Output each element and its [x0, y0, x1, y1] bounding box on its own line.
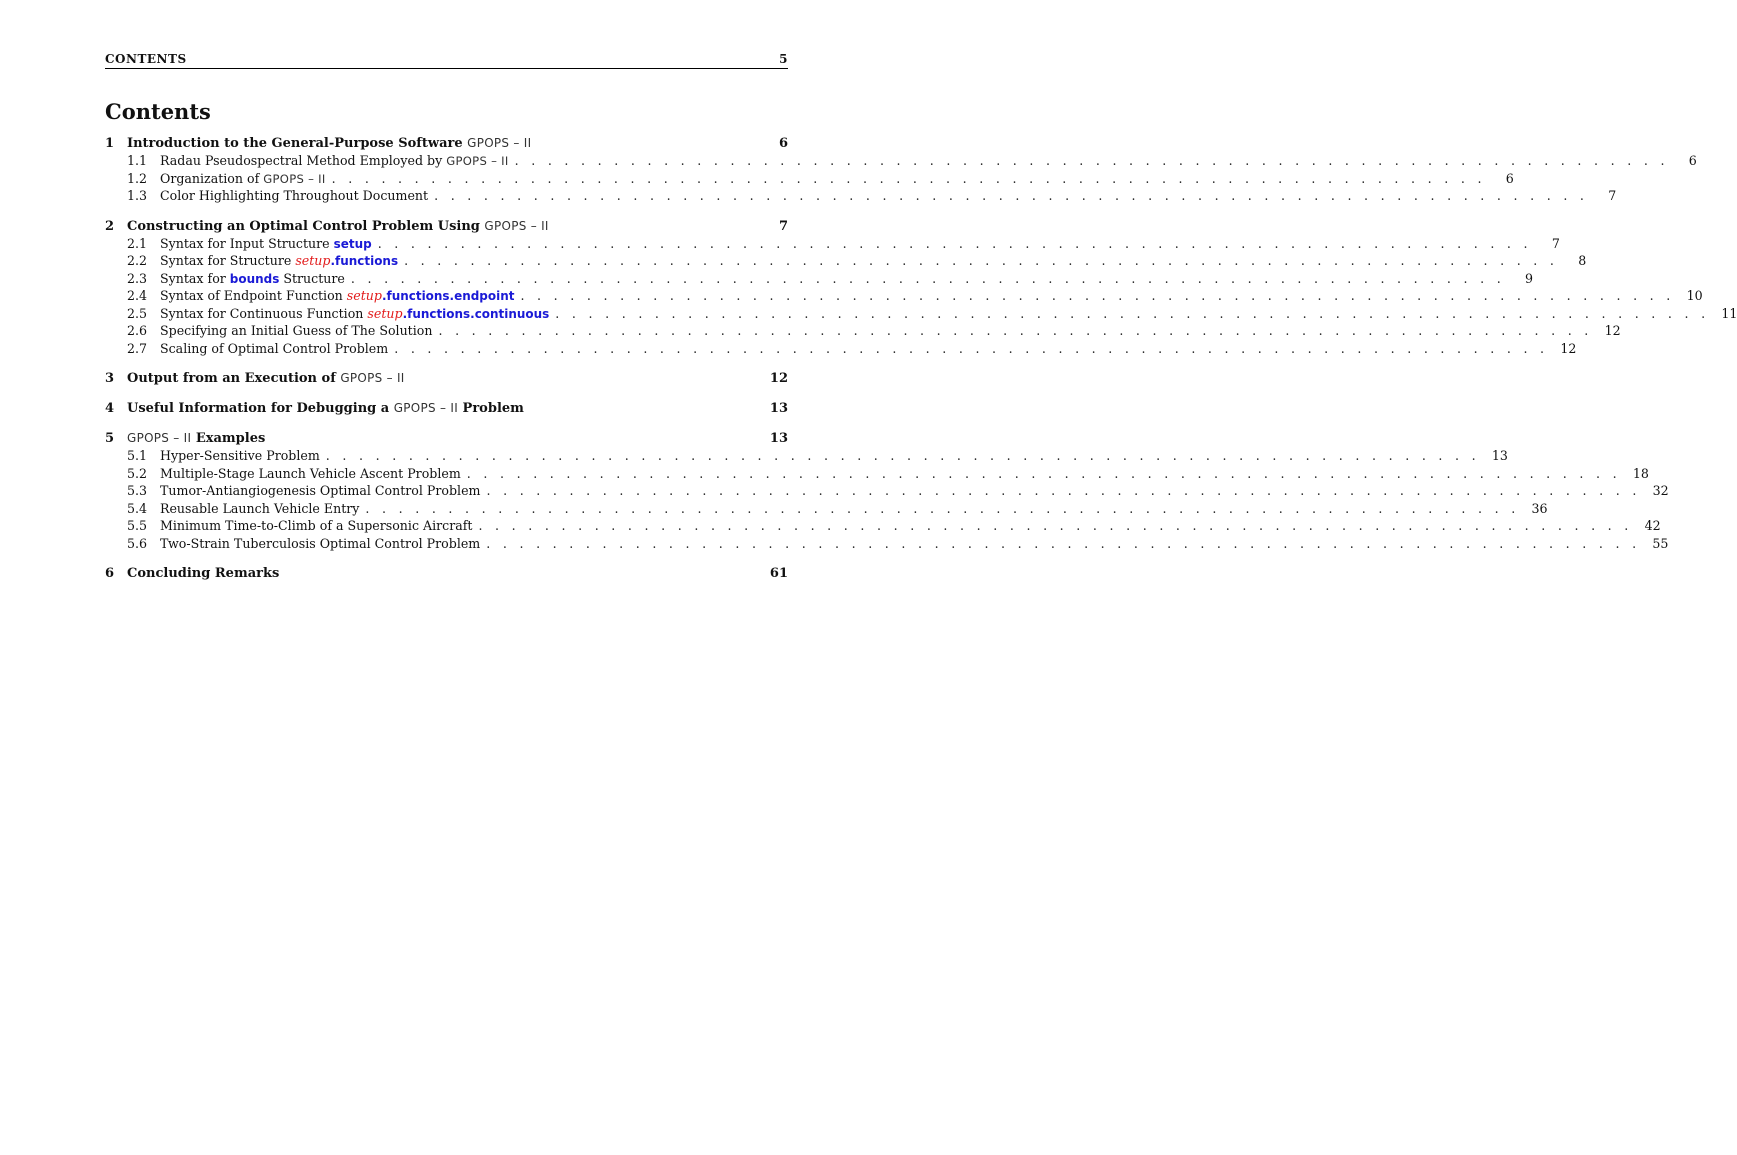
toc-section [105, 136, 1697, 206]
section-title-text: Output from an Execution of [127, 371, 341, 386]
dot-leader: . . . . . . . . . . . . . . . . . . . . . . . . . . . . . . . . . . . . . . . . . . . . . . . . . . . . . . . . . . . . . . . . . . . . . . [394, 340, 1549, 356]
section-number: 2 [105, 218, 115, 234]
subsection-title-text: Hyper-Sensitive Problem [160, 448, 320, 463]
section-page-number: 6 [778, 136, 788, 151]
section-title [127, 401, 770, 416]
subsection-page-number: 18 [1632, 465, 1649, 481]
section-title-text: Introduction to the General-Purpose Software [127, 136, 468, 151]
subsection-number: 5.6 [127, 535, 148, 551]
toc-section [105, 401, 788, 418]
highlight-blue-field: functions [407, 306, 471, 321]
subsection-entry[interactable] [105, 535, 1669, 554]
subsection-title [160, 236, 372, 251]
field-separator: . [402, 306, 408, 321]
subsection-number: 2.7 [127, 340, 148, 356]
subsection-page-number: 12 [1604, 323, 1621, 338]
subsection-entry[interactable] [105, 153, 1697, 171]
dot-leader: . . . . . . . . . . . . . . . . . . . . . . . . . . . . . . . . . . . . . . . . . . . . . . . . . . . . . . . . . . . . . . . . . . . . . . [404, 253, 1559, 268]
subsection-entry[interactable] [105, 188, 1617, 206]
subsection-entry[interactable] [105, 170, 1514, 189]
section-number: 5 [105, 431, 115, 446]
subsection-number: 1.3 [127, 188, 148, 203]
software-name: GPOPS – II [446, 154, 509, 168]
section-page-number: 61 [769, 566, 788, 581]
subsection-title-text: Reusable Launch Vehicle Entry [160, 500, 360, 516]
dot-leader: . . . . . . . . . . . . . . . . . . . . . . . . . . . . . . . . . . . . . . . . . . . . . . . . . . . . . . . . . . . . . . . . . . . . . . [466, 465, 1621, 481]
dot-leader: . . . . . . . . . . . . . . . . . . . . . . . . . . . . . . . . . . . . . . . . . . . . . . . . . . . . . . . . . . . . . . . . . . . . . . [325, 448, 1480, 463]
running-header [105, 52, 788, 69]
dot-leader: . . . . . . . . . . . . . . . . . . . . . . . . . . . . . . . . . . . . . . . . . . . . . . . . . . . . . . . . . . . . . . . . . . . . . . [514, 153, 1669, 168]
subsection-entry[interactable] [105, 270, 1534, 289]
highlight-blue-field: setup [333, 236, 372, 251]
section-title-text: Problem [458, 401, 524, 416]
section-entry[interactable] [105, 431, 788, 448]
subsection-page-number: 42 [1644, 518, 1661, 533]
subsection-page-number: 11 [1721, 305, 1737, 321]
subsection-page-number: 7 [1551, 235, 1560, 251]
toc-section [105, 371, 788, 388]
subsection-title [160, 448, 320, 463]
section-entry[interactable] [105, 136, 788, 153]
subsection-number: 5.5 [127, 518, 148, 533]
document-page [105, 52, 1737, 596]
subsection-page-number: 6 [1688, 153, 1697, 168]
dot-leader: . . . . . . . . . . . . . . . . . . . . . . . . . . . . . . . . . . . . . . . . . . . . . . . . . . . . . . . . . . . . . . . . . . . . . . [555, 305, 1710, 321]
section-number: 6 [105, 566, 115, 581]
highlight-blue-field: functions [335, 254, 399, 268]
subsection-entry[interactable] [105, 465, 1649, 484]
subsection-page-number: 7 [1608, 188, 1617, 203]
section-page-number: 12 [769, 371, 788, 386]
dot-leader: . . . . . . . . . . . . . . . . . . . . . . . . . . . . . . . . . . . . . . . . . . . . . . . . . . . . . . . . . . . . . . . . . . . . . . [486, 483, 1641, 498]
header-page-number: 5 [779, 52, 788, 66]
subsection-title [160, 271, 345, 286]
subsection-title-text: Scaling of Optimal Control Problem [160, 340, 389, 356]
highlight-blue-field: continuous [474, 306, 550, 321]
subsection-title-text: Syntax for Structure [160, 253, 296, 268]
subsection-page-number: 12 [1560, 340, 1577, 356]
software-name: GPOPS – II [340, 371, 405, 385]
subsection-entry[interactable] [105, 323, 1621, 341]
highlight-blue-field: endpoint [454, 289, 515, 303]
section-number: 4 [105, 401, 115, 416]
subsection-title [160, 188, 428, 203]
subsection-page-number: 55 [1652, 535, 1669, 551]
subsection-page-number: 36 [1531, 500, 1548, 516]
subsection-entry[interactable] [105, 340, 1577, 359]
toc-section [105, 566, 788, 583]
subsection-number: 5.1 [127, 448, 148, 463]
subsection-number: 2.3 [127, 270, 148, 286]
section-page-number: 7 [778, 218, 788, 234]
section-title-text: Constructing an Optimal Control Problem Using [127, 218, 485, 234]
field-separator: . [381, 289, 387, 303]
software-name: GPOPS – II [393, 401, 459, 415]
contents-title: Contents [105, 99, 211, 124]
subsection-number: 5.3 [127, 483, 148, 498]
subsection-page-number: 9 [1525, 270, 1534, 286]
subsection-number: 2.5 [127, 305, 148, 321]
toc-section [105, 431, 1669, 553]
section-title-text: Concluding Remarks [127, 566, 280, 581]
subsection-title [160, 466, 461, 481]
highlight-blue-field: bounds [229, 271, 280, 286]
subsection-entry[interactable] [105, 483, 1669, 501]
section-title-text: Examples [191, 431, 266, 446]
field-separator: . [330, 254, 336, 268]
subsection-title-text: Syntax for Input Structure [160, 235, 334, 251]
subsection-title-text: Syntax for [160, 270, 230, 286]
section-entry[interactable] [105, 401, 788, 418]
subsection-title-text: Syntax of Endpoint Function [160, 288, 347, 303]
highlight-red-setup: setup [295, 253, 331, 268]
subsection-title-text: Organization of [160, 170, 264, 186]
subsection-title [160, 323, 432, 338]
dot-leader: . . . . . . . . . . . . . . . . . . . . . . . . . . . . . . . . . . . . . . . . . . . . . . . . . . . . . . . . . . . . . . . . . . . . . . [350, 270, 1506, 286]
section-title [127, 431, 770, 446]
subsection-title [160, 483, 480, 498]
section-entry[interactable] [105, 371, 788, 388]
dot-leader: . . . . . . . . . . . . . . . . . . . . . . . . . . . . . . . . . . . . . . . . . . . . . . . . . . . . . . . . . . . . . . . . . . . . . . [520, 288, 1675, 303]
dot-leader: . . . . . . . . . . . . . . . . . . . . . . . . . . . . . . . . . . . . . . . . . . . . . . . . . . . . . . . . . . . . . . . . . . . . . . [365, 500, 1520, 516]
subsection-title-text: Structure [279, 270, 345, 286]
subsection-title-text: Color Highlighting Throughout Document [160, 188, 429, 203]
subsection-number: 5.2 [127, 465, 148, 481]
dot-leader: . . . . . . . . . . . . . . . . . . . . . . . . . . . . . . . . . . . . . . . . . . . . . . . . . . . . . . . . . . . . . . . . . . . . . . [434, 188, 1589, 203]
subsection-number: 1.2 [127, 170, 148, 186]
subsection-title [160, 518, 472, 533]
software-name: GPOPS – II [127, 431, 192, 445]
subsection-page-number: 10 [1686, 288, 1703, 303]
section-title [127, 566, 770, 581]
subsection-title [160, 288, 514, 303]
subsection-title [160, 306, 549, 321]
subsection-page-number: 8 [1578, 253, 1587, 268]
section-title-text: Useful Information for Debugging a [127, 401, 394, 416]
section-number: 1 [105, 136, 115, 151]
subsection-title [160, 501, 359, 516]
subsection-entry[interactable] [105, 253, 1587, 271]
dot-leader: . . . . . . . . . . . . . . . . . . . . . . . . . . . . . . . . . . . . . . . . . . . . . . . . . . . . . . . . . . . . . . . . . . . . . . [486, 535, 1641, 551]
subsection-number: 1.1 [127, 153, 148, 168]
section-number: 3 [105, 371, 115, 386]
subsection-title-text: Multiple-Stage Launch Vehicle Ascent Problem [160, 465, 461, 481]
dot-leader: . . . . . . . . . . . . . . . . . . . . . . . . . . . . . . . . . . . . . . . . . . . . . . . . . . . . . . . . . . . . . . . . . . . . . . [331, 170, 1486, 186]
section-entry[interactable] [105, 566, 788, 583]
subsection-title-text: Minimum Time-to-Climb of a Supersonic Aircraft [160, 518, 473, 533]
table-of-contents [105, 136, 1737, 583]
subsection-title-text: Tumor-Antiangiogenesis Optimal Control Problem [160, 483, 481, 498]
subsection-title-text: Radau Pseudospectral Method Employed by [160, 153, 447, 168]
section-page-number: 13 [769, 431, 788, 446]
field-separator: . [470, 306, 475, 321]
section-page-number: 13 [769, 401, 788, 416]
subsection-title [160, 171, 326, 186]
subsection-number: 2.1 [127, 235, 148, 251]
subsection-entry[interactable] [105, 448, 1508, 466]
dot-leader: . . . . . . . . . . . . . . . . . . . . . . . . . . . . . . . . . . . . . . . . . . . . . . . . . . . . . . . . . . . . . . . . . . . . . . [478, 518, 1633, 533]
subsection-entry[interactable] [105, 500, 1548, 519]
dot-leader: . . . . . . . . . . . . . . . . . . . . . . . . . . . . . . . . . . . . . . . . . . . . . . . . . . . . . . . . . . . . . . . . . . . . . . [438, 323, 1593, 338]
section-title [127, 219, 779, 234]
software-name: GPOPS – II [263, 171, 326, 186]
header-left: CONTENTS [105, 52, 187, 66]
highlight-red-setup: setup [367, 305, 403, 321]
field-separator: . [449, 289, 455, 303]
subsection-title-text: Two-Strain Tuberculosis Optimal Control Problem [160, 535, 481, 551]
subsection-number: 5.4 [127, 500, 148, 516]
section-title [127, 136, 779, 151]
subsection-entry[interactable] [105, 305, 1737, 324]
subsection-page-number: 13 [1491, 448, 1508, 463]
subsection-entry[interactable] [105, 288, 1703, 306]
subsection-page-number: 6 [1505, 170, 1514, 186]
dot-leader: . . . . . . . . . . . . . . . . . . . . . . . . . . . . . . . . . . . . . . . . . . . . . . . . . . . . . . . . . . . . . . . . . . . . . . [377, 235, 1532, 251]
software-name: GPOPS – II [484, 218, 549, 233]
software-name: GPOPS – II [467, 136, 532, 150]
section-entry[interactable] [105, 219, 788, 236]
subsection-title [160, 153, 509, 168]
subsection-title [160, 341, 388, 356]
subsection-entry[interactable] [105, 235, 1560, 254]
subsection-title-text: Syntax for Continuous Function [160, 305, 368, 321]
subsection-number: 2.2 [127, 253, 148, 268]
highlight-blue-field: functions [386, 289, 450, 303]
section-title [127, 371, 770, 386]
highlight-red-setup: setup [346, 288, 382, 303]
subsection-number: 2.6 [127, 323, 148, 338]
subsection-title [160, 536, 480, 551]
subsection-number: 2.4 [127, 288, 148, 303]
toc-section [105, 218, 1737, 359]
subsection-title [160, 253, 398, 268]
subsection-entry[interactable] [105, 518, 1661, 536]
subsection-page-number: 32 [1652, 483, 1669, 498]
subsection-title-text: Specifying an Initial Guess of The Solution [160, 323, 433, 338]
